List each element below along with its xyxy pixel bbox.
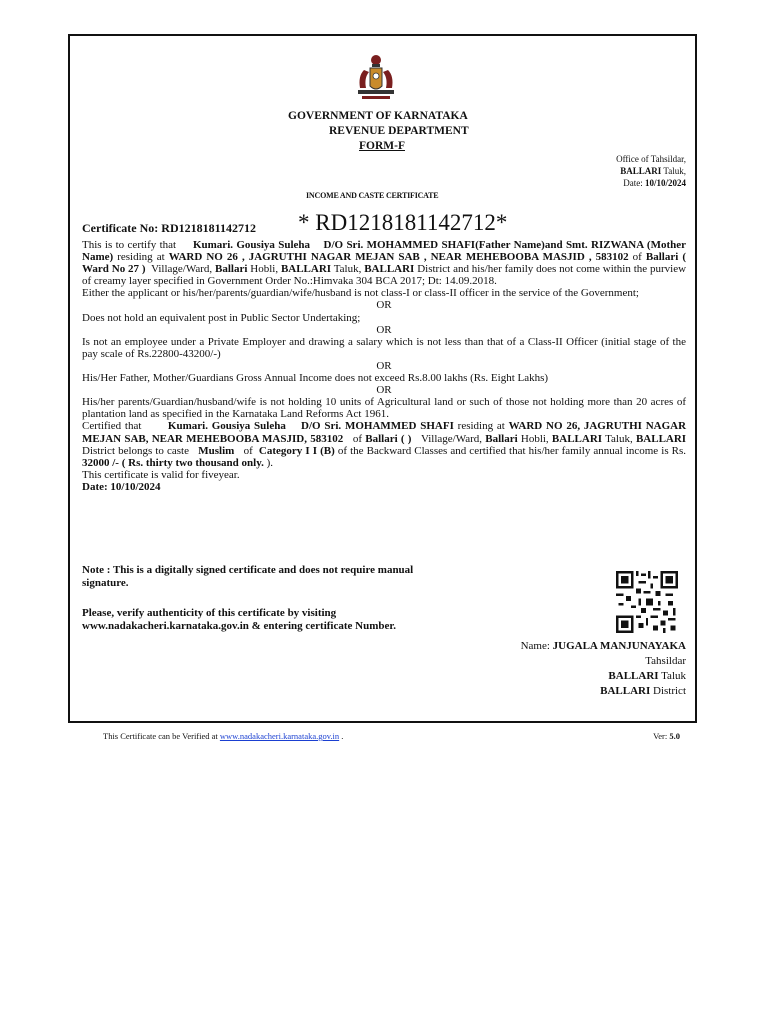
signatory-taluk: BALLARI xyxy=(608,670,659,682)
office-date-label: Date: xyxy=(623,178,643,188)
signatory-name-label: Name: xyxy=(520,640,550,652)
paragraph-private: Is not an employee under a Private Employer and drawing a salary which is not less than that of a Class-II Officer (initial stage of the pay scale of Rs.22800-43200/-) xyxy=(82,335,686,360)
digital-signature-note: Note : This is a digitally signed certificate and does not require manual signature. xyxy=(82,564,414,589)
office-taluk-label: Taluk, xyxy=(663,166,686,176)
office-taluk: BALLARI xyxy=(620,166,662,176)
paragraph-certified: Certified that Kumari. Gousiya Suleha D/O Sri. MOHAMMED SHAFI residing at WARD NO 26, JAGRUTHI NAGAR MEJAN SAB, NEAR MEHEBOOBA MASJID, 583102 of Ballari ( ) Village/Ward, Ballari Hobli, BALLARI Taluk, BALLARI District belongs to caste Muslim of Category I I (B) of the Backward Classes and certified that his/her family annual income is Rs. 32000 /- ( Rs. thirty two thousand only. ). xyxy=(82,420,687,469)
or-separator: OR xyxy=(376,384,392,397)
version-value: 5.0 xyxy=(669,731,680,741)
certificate-title: INCOME AND CASTE CERTIFICATE xyxy=(306,191,439,200)
version-label: Ver: 5.0 xyxy=(653,731,680,741)
signatory-district-label: District xyxy=(653,685,686,697)
signatory-name: JUGALA MANJUNAYAKA xyxy=(552,640,686,652)
office-date: 10/10/2024 xyxy=(644,178,686,188)
or-separator: OR xyxy=(376,359,392,372)
or-separator: OR xyxy=(376,299,392,312)
karnataka-emblem-icon xyxy=(352,52,400,102)
certificate-barcode-text: * RD1218181142712* xyxy=(298,210,508,235)
certificate-number xyxy=(82,221,256,236)
signatory-block xyxy=(521,639,686,699)
certificate-body xyxy=(82,239,686,493)
signatory-designation: Tahsildar xyxy=(645,655,686,667)
paragraph-income: His/Her Father, Mother/Guardians Gross Annual Income does not exceed Rs.8.00 lakhs (Rs. Eight Lakhs) xyxy=(82,372,549,385)
paragraph-land: His/her parents/Guardian/husband/wife is not holding 10 units of Agricultural land or such of those not holding more than 20 acres of plantation land as specified in the Karnataka Land Reforms Act 1961. xyxy=(82,396,686,421)
office-block xyxy=(616,153,686,189)
government-title: GOVERNMENT OF KARNATAKA xyxy=(288,110,468,122)
footer-text: This Certificate can be Verified at xyxy=(103,731,218,741)
certificate-number-value: RD1218181142712 xyxy=(161,221,256,235)
signatory-district: BALLARI xyxy=(600,685,651,697)
date-line: Date: 10/10/2024 xyxy=(82,480,161,493)
paragraph-psu: Does not hold an equivalent post in Public Sector Undertaking; xyxy=(82,311,361,324)
form-title: FORM-F xyxy=(359,140,405,152)
qr-code-icon xyxy=(616,571,678,633)
paragraph-certify: This is to certify that Kumari. Gousiya Suleha D/O Sri. MOHAMMED SHAFI(Father Name)and Smt. RIZWANA (Mother Name) residing at WARD NO 26 , JAGRUTHI NAGAR MEJAN SAB , NEAR MEHEBOOBA MASJID , 583102 of Ballari ( Ward No 27 ) Village/Ward, Ballari Hobli, BALLARI Taluk, BALLARI District and his/her family does not come within the purview of creamy layer specified in Government Order No.:Himvaka 304 BCA 2017; Dt: 14.09.2018. xyxy=(82,239,687,288)
or-separator: OR xyxy=(376,323,392,336)
footer-verify: This Certificate can be Verified at www.nadakacheri.karnataka.gov.in . xyxy=(103,731,344,741)
verify-instructions: Please, verify authenticity of this certificate by visiting www.nadakacheri.karnataka.gov.in & entering certificate Number. xyxy=(82,607,396,632)
signatory-taluk-label: Taluk xyxy=(661,670,686,682)
paragraph-class: Either the applicant or his/her/parents/guardian/wife/husband is not class-I or class-II officer in the service of the Government; xyxy=(82,287,639,300)
department-title: REVENUE DEPARTMENT xyxy=(329,125,469,137)
validity-line: This certificate is valid for fiveyear. xyxy=(82,468,240,481)
certificate-number-label: Certificate No: xyxy=(82,221,159,235)
office-line: Office of Tahsildar, xyxy=(616,154,686,164)
verify-link[interactable]: www.nadakacheri.karnataka.gov.in xyxy=(219,731,340,741)
